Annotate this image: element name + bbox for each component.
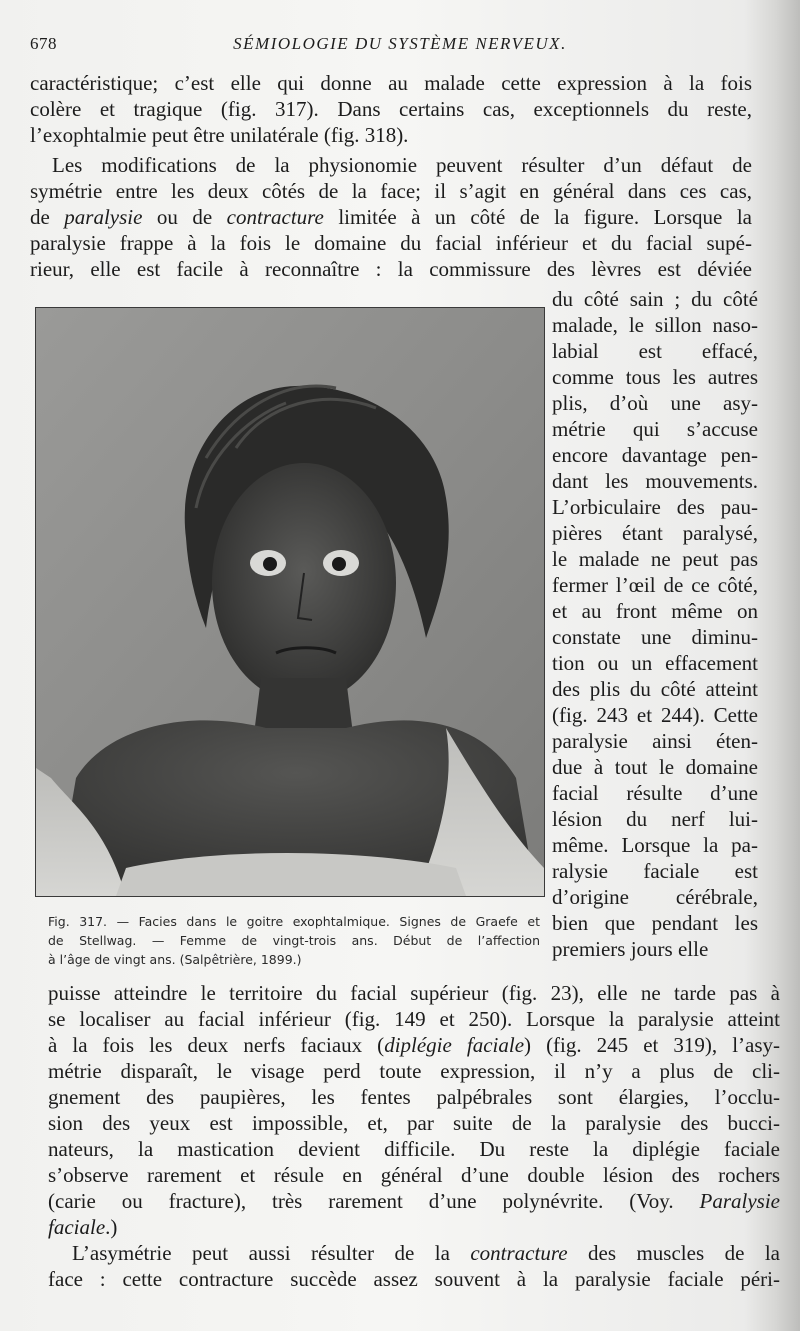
body-side-line: bien que pendant les: [552, 911, 758, 935]
body-side-line: constate une diminu-: [552, 625, 758, 649]
body-side-line: tion ou un effacement: [552, 651, 758, 675]
page-header: [30, 34, 770, 56]
body-side-line: et au front même on: [552, 599, 758, 623]
body-side-line: même. Lorsque la pa-: [552, 833, 758, 857]
body-bottom-line: faciale.): [48, 1215, 118, 1239]
caption-line: de Stellwag. — Femme de vingt-trois ans. Début de l’affection: [48, 933, 540, 948]
body-top-line: l’exophtalmie peut être unilatérale (fig. 318).: [30, 123, 409, 147]
body-side-line: malade, le sillon naso-: [552, 313, 758, 337]
body-side-line: dant les mouvements.: [552, 469, 758, 493]
body-bottom-line: sion des yeux est impossible, et, par suite de la paralysie des bucci-: [48, 1111, 780, 1135]
body-side-line: labial est effacé,: [552, 339, 758, 363]
body-bottom-line: se localiser au facial inférieur (fig. 149 et 250). Lorsque la paralysie atteint: [48, 1007, 780, 1031]
body-bottom-line: à la fois les deux nerfs faciaux (diplégie faciale) (fig. 245 et 319), l’asy-: [48, 1033, 780, 1057]
body-side-line: d’origine cérébrale,: [552, 885, 758, 909]
running-title: SÉMIOLOGIE DU SYSTÈME NERVEUX.: [233, 34, 567, 53]
body-side-line: lésion du nerf lui-: [552, 807, 758, 831]
body-side-line: L’orbiculaire des pau-: [552, 495, 758, 519]
body-side-line: des plis du côté atteint: [552, 677, 758, 701]
body-bottom-line: métrie disparaît, le visage perd toute expression, il n’y a plus de cli-: [48, 1059, 780, 1083]
body-side-line: (fig. 243 et 244). Cette: [552, 703, 758, 727]
body-bottom-line: s’observe rarement et résule en général d’une double lésion des rochers: [48, 1163, 780, 1187]
body-side-line: encore davantage pen-: [552, 443, 758, 467]
body-side-line: ralysie faciale est: [552, 859, 758, 883]
body-side-line: pières étant paralysé,: [552, 521, 758, 545]
body-bottom-line: puisse atteindre le territoire du facial supérieur (fig. 23), elle ne tarde pas à: [48, 981, 780, 1005]
body-side-line: plis, d’où une asy-: [552, 391, 758, 415]
body-bottom-line: L’asymétrie peut aussi résulter de la contracture des muscles de la: [72, 1241, 780, 1265]
body-side-line: paralysie ainsi éten-: [552, 729, 758, 753]
body-top-line: caractéristique; c’est elle qui donne au malade cette expression à la fois: [30, 71, 752, 95]
body-top-line: colère et tragique (fig. 317). Dans certains cas, exceptionnels du reste,: [30, 97, 752, 121]
body-side-line: premiers jours elle: [552, 937, 709, 961]
body-side-line: du côté sain ; du côté: [552, 287, 758, 311]
body-side-line: métrie qui s’accuse: [552, 417, 758, 441]
body-side-line: due à tout le domaine: [552, 755, 758, 779]
body-top-line: symétrie entre les deux côtés de la face; il s’agit en général dans ces cas,: [30, 179, 752, 203]
body-bottom-line: gnement des paupières, les fentes palpébrales sont élargies, l’occlu-: [48, 1085, 780, 1109]
body-bottom-line: nateurs, la mastication devient difficile. Du reste la diplégie faciale: [48, 1137, 780, 1161]
body-side-line: le malade ne peut pas: [552, 547, 758, 571]
body-top-line: Les modifications de la physionomie peuvent résulter d’un défaut de: [52, 153, 752, 177]
body-side-line: fermer l’œil de ce côté,: [552, 573, 758, 597]
body-top-line: de paralysie ou de contracture limitée à un côté de la figure. Lorsque la: [30, 205, 752, 229]
caption-line: Fig. 317. — Facies dans le goitre exophtalmique. Signes de Graefe et: [48, 914, 540, 929]
caption-line: à l’âge de vingt ans. (Salpêtrière, 1899.): [48, 952, 302, 967]
body-side-line: comme tous les autres: [552, 365, 758, 389]
body-bottom-line: (carie ou fracture), très rarement d’une polynévrite. (Voy. Paralysie: [48, 1189, 780, 1213]
page-number: 678: [30, 34, 57, 53]
figure-317-photograph: [35, 307, 545, 897]
body-bottom-line: face : cette contracture succède assez souvent à la paralysie faciale péri-: [48, 1267, 780, 1291]
body-side-line: facial résulte d’une: [552, 781, 758, 805]
body-top-line: paralysie frappe à la fois le domaine du facial inférieur et du facial supé-: [30, 231, 752, 255]
body-top-line: rieur, elle est facile à reconnaître : la commissure des lèvres est déviée: [30, 257, 752, 281]
